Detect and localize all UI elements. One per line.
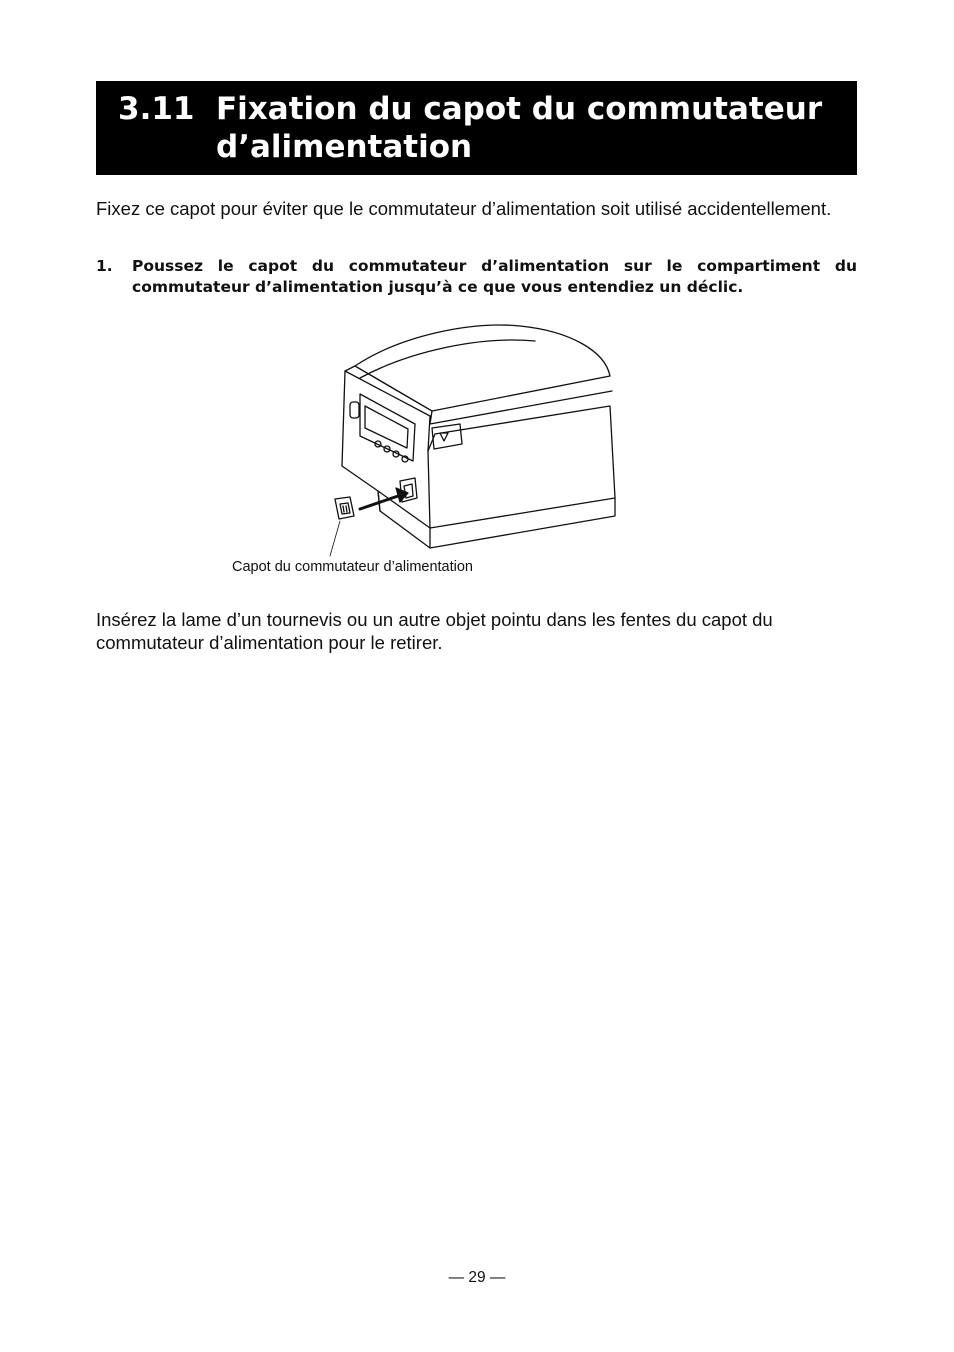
section-title-bar xyxy=(96,81,857,175)
section-number: 3.11 xyxy=(118,91,195,127)
removal-note: Insérez la lame d’un tournevis ou un autre objet pointu dans les fentes du capot du commutateur d’alimentation pour le retirer. xyxy=(96,609,773,653)
step-number: 1. xyxy=(96,257,113,275)
intro-paragraph: Fixez ce capot pour éviter que le commutateur d’alimentation soit utilisé accidentellement. xyxy=(96,198,832,219)
section-title: Fixation du capot du commutateur d’alimentation xyxy=(216,91,823,165)
step-text: Poussez le capot du commutateur d’alimentation sur le compartiment du commutateur d’alimentation jusqu’à ce que vous entendiez un déclic. xyxy=(132,257,857,296)
figure-caption: Capot du commutateur d’alimentation xyxy=(232,559,473,575)
page-number: — 29 — xyxy=(448,1269,506,1286)
printer-illustration xyxy=(320,316,630,561)
